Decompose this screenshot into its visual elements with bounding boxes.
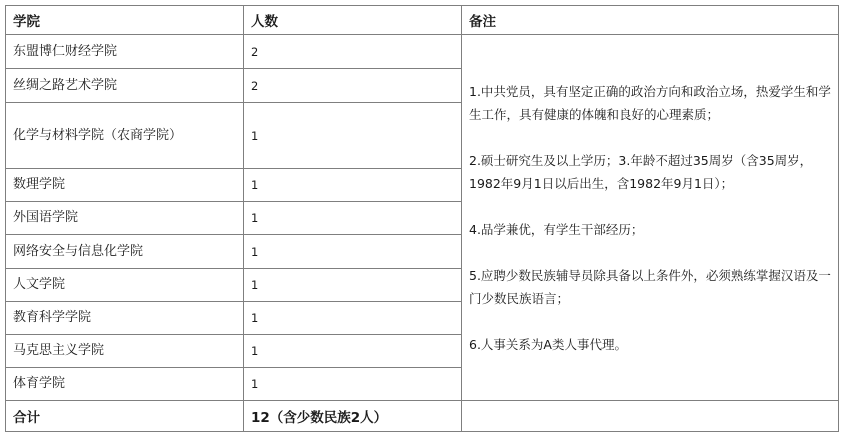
total-row xyxy=(6,401,839,432)
count-cell: 1 xyxy=(244,335,462,368)
header-row xyxy=(6,6,839,35)
count-cell: 1 xyxy=(244,235,462,269)
college-cell: 化学与材料学院（农商学院） xyxy=(6,103,244,169)
count-cell: 1 xyxy=(244,103,462,169)
count-cell: 1 xyxy=(244,368,462,401)
note-item: 5.应聘少数民族辅导员除具备以上条件外，必须熟练掌握汉语及一门少数民族语言； xyxy=(469,267,831,306)
note-item: 2.硕士研究生及以上学历；3.年龄不超过35周岁（含35周岁，1982年9月1日以后出生，含1982年9月1日）； xyxy=(469,152,813,191)
college-cell: 网络安全与信息化学院 xyxy=(6,235,244,269)
note-item: 1.中共党员，具有坚定正确的政治方向和政治立场，热爱学生和学生工作，具有健康的体魄和良好的心理素质； xyxy=(469,83,831,122)
college-cell: 马克思主义学院 xyxy=(6,335,244,368)
total-note xyxy=(462,401,839,432)
count-cell: 1 xyxy=(244,169,462,202)
count-cell: 1 xyxy=(244,269,462,302)
college-cell: 丝绸之路艺术学院 xyxy=(6,69,244,103)
total-label: 合计 xyxy=(6,401,244,432)
notes-cell xyxy=(462,35,839,401)
count-cell: 1 xyxy=(244,302,462,335)
count-cell: 1 xyxy=(244,202,462,235)
header-notes: 备注 xyxy=(462,6,839,35)
header-count: 人数 xyxy=(244,6,462,35)
table-row xyxy=(6,35,839,69)
college-cell: 教育科学学院 xyxy=(6,302,244,335)
college-cell: 数理学院 xyxy=(6,169,244,202)
header-college: 学院 xyxy=(6,6,244,35)
recruitment-table xyxy=(5,5,839,432)
college-cell: 体育学院 xyxy=(6,368,244,401)
total-count: 12（含少数民族2人） xyxy=(244,401,462,432)
college-cell: 人文学院 xyxy=(6,269,244,302)
college-cell: 东盟博仁财经学院 xyxy=(6,35,244,69)
college-cell: 外国语学院 xyxy=(6,202,244,235)
count-cell: 2 xyxy=(244,69,462,103)
note-item: 4.品学兼优，有学生干部经历； xyxy=(469,221,644,237)
count-cell: 2 xyxy=(244,35,462,69)
note-item: 6.人事关系为A类人事代理。 xyxy=(469,336,627,352)
